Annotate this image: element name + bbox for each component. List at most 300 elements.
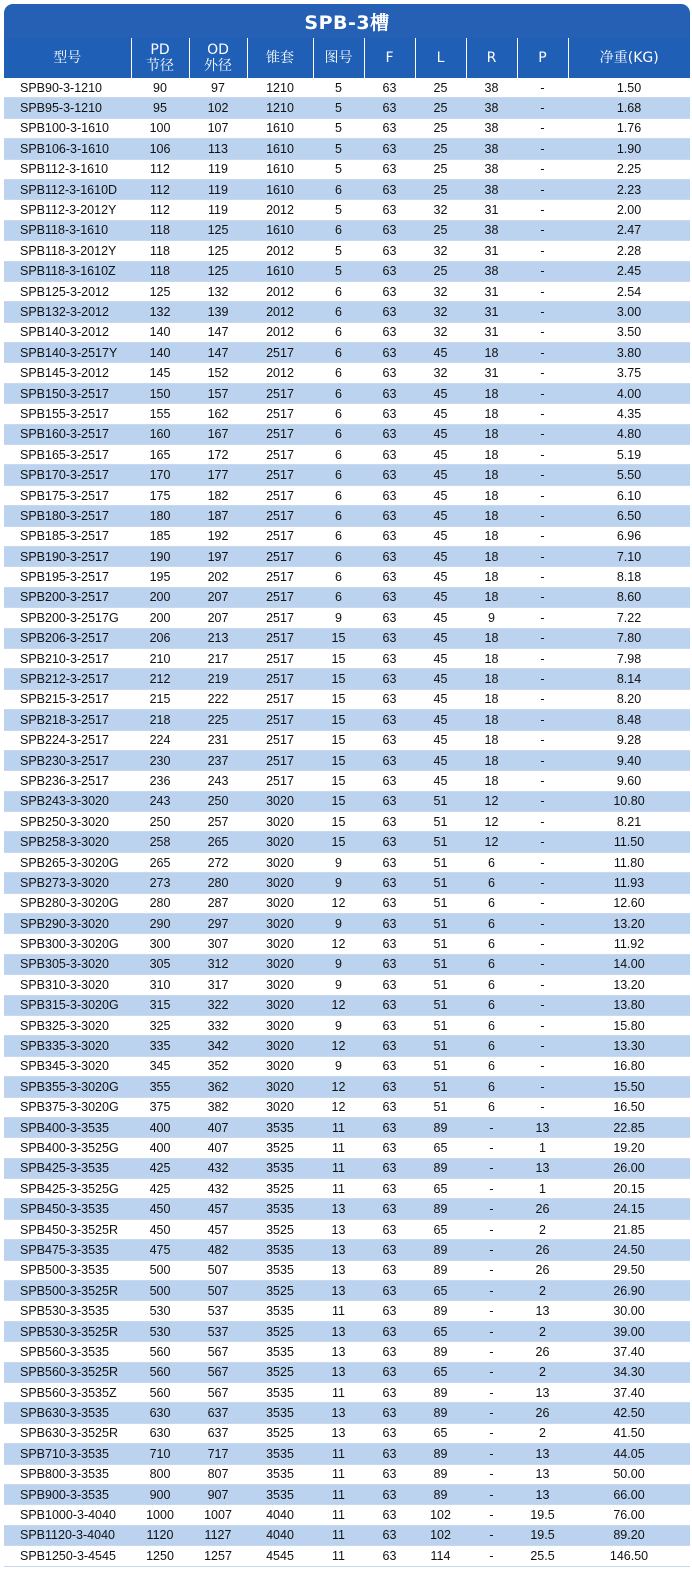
table-cell: -	[517, 302, 568, 322]
column-header-label: 图号	[324, 50, 353, 66]
table-cell: 38	[466, 78, 517, 98]
table-cell: SPB335-3-3020	[4, 1036, 131, 1056]
table-cell: 32	[415, 241, 466, 261]
table-cell: 2012	[247, 281, 313, 301]
table-cell: 65	[415, 1219, 466, 1239]
table-cell: 25	[415, 220, 466, 240]
table-cell: 63	[364, 159, 415, 179]
table-cell: 38	[466, 179, 517, 199]
table-cell: 118	[131, 220, 189, 240]
table-cell: 24.15	[568, 1199, 690, 1219]
table-cell: 207	[189, 608, 247, 628]
table-cell: 507	[189, 1260, 247, 1280]
table-cell: 51	[415, 852, 466, 872]
table-cell: 1250	[131, 1546, 189, 1566]
table-cell: SPB150-3-2517	[4, 383, 131, 403]
table-cell: 112	[131, 159, 189, 179]
table-cell: 2517	[247, 648, 313, 668]
table-cell: 9	[313, 852, 364, 872]
table-cell: SPB450-3-3525R	[4, 1219, 131, 1239]
table-cell: 11	[313, 1138, 364, 1158]
table-cell: 65	[415, 1138, 466, 1158]
table-row	[4, 200, 690, 220]
table-cell: 162	[189, 404, 247, 424]
table-cell: 12.60	[568, 893, 690, 913]
table-cell: 2.25	[568, 159, 690, 179]
table-cell: 3535	[247, 1484, 313, 1504]
column-header-label: OD	[207, 42, 229, 58]
table-cell: 51	[415, 1015, 466, 1035]
table-cell: 6	[466, 1056, 517, 1076]
table-cell: 13.20	[568, 975, 690, 995]
table-cell: 4.00	[568, 383, 690, 403]
table-cell: 1610	[247, 179, 313, 199]
table-cell: 560	[131, 1383, 189, 1403]
table-cell: 2	[517, 1423, 568, 1443]
table-cell: 12	[313, 893, 364, 913]
table-cell: 63	[364, 1403, 415, 1423]
table-cell: 102	[415, 1505, 466, 1525]
table-cell: 89	[415, 1444, 466, 1464]
table-row	[4, 220, 690, 240]
table-cell: 1127	[189, 1525, 247, 1545]
table-cell: 63	[364, 730, 415, 750]
table-cell: 6	[313, 546, 364, 566]
table-cell: 45	[415, 628, 466, 648]
table-cell: 63	[364, 1362, 415, 1382]
table-cell: 102	[189, 98, 247, 118]
table-cell: 6	[466, 1036, 517, 1056]
table-cell: 45	[415, 445, 466, 465]
table-cell: 25	[415, 139, 466, 159]
table-cell: 307	[189, 934, 247, 954]
table-cell: 45	[415, 506, 466, 526]
table-cell: 45	[415, 771, 466, 791]
column-header	[415, 38, 466, 78]
table-cell: -	[517, 546, 568, 566]
table-cell: -	[517, 322, 568, 342]
table-cell: 8.18	[568, 567, 690, 587]
table-body	[4, 78, 690, 1566]
table-cell: SPB112-3-1610	[4, 159, 131, 179]
table-cell: 65	[415, 1321, 466, 1341]
table-cell: 15	[313, 832, 364, 852]
table-cell: SPB243-3-3020	[4, 791, 131, 811]
table-cell: SPB175-3-2517	[4, 485, 131, 505]
table-cell: 63	[364, 771, 415, 791]
table-cell: 457	[189, 1199, 247, 1219]
table-cell: 100	[131, 118, 189, 138]
table-cell: 195	[131, 567, 189, 587]
table-cell: 2517	[247, 587, 313, 607]
table-cell: 45	[415, 587, 466, 607]
table-cell: SPB1000-3-4040	[4, 1505, 131, 1525]
table-cell: 2517	[247, 506, 313, 526]
table-cell: 13	[517, 1301, 568, 1321]
table-cell: 2517	[247, 710, 313, 730]
table-cell: -	[517, 179, 568, 199]
table-cell: 2517	[247, 771, 313, 791]
table-cell: 250	[189, 791, 247, 811]
table-cell: 800	[131, 1464, 189, 1484]
table-cell: SPB560-3-3535	[4, 1342, 131, 1362]
table-cell: 63	[364, 1179, 415, 1199]
table-cell: 15	[313, 771, 364, 791]
table-cell: 9	[313, 608, 364, 628]
table-cell: 65	[415, 1423, 466, 1443]
table-cell: 89	[415, 1158, 466, 1178]
table-cell: 6	[466, 1015, 517, 1035]
table-row	[4, 98, 690, 118]
table-row	[4, 485, 690, 505]
table-cell: 530	[131, 1301, 189, 1321]
table-cell: 12	[313, 995, 364, 1015]
table-cell: 1.90	[568, 139, 690, 159]
table-cell: 325	[131, 1015, 189, 1035]
table-cell: 11.93	[568, 873, 690, 893]
table-cell: 9	[466, 608, 517, 628]
table-cell: 207	[189, 587, 247, 607]
table-cell: 65	[415, 1362, 466, 1382]
table-cell: SPB280-3-3020G	[4, 893, 131, 913]
table-cell: 13.80	[568, 995, 690, 1015]
table-cell: SPB100-3-1610	[4, 118, 131, 138]
table-cell: SPB325-3-3020	[4, 1015, 131, 1035]
table-cell: SPB112-3-1610D	[4, 179, 131, 199]
table-cell: -	[517, 852, 568, 872]
table-cell: 125	[189, 241, 247, 261]
table-cell: 63	[364, 220, 415, 240]
table-cell: 425	[131, 1179, 189, 1199]
table-cell: -	[517, 241, 568, 261]
table-row	[4, 1158, 690, 1178]
table-cell: 12	[466, 832, 517, 852]
table-cell: SPB265-3-3020G	[4, 852, 131, 872]
table-cell: 3020	[247, 1015, 313, 1035]
table-row	[4, 1015, 690, 1035]
table-row	[4, 1505, 690, 1525]
column-header-label: 锥套	[266, 50, 294, 66]
table-row	[4, 954, 690, 974]
table-cell: 63	[364, 322, 415, 342]
table-row	[4, 1117, 690, 1137]
table-cell: 18	[466, 648, 517, 668]
table-cell: 567	[189, 1342, 247, 1362]
table-cell: 66.00	[568, 1484, 690, 1504]
table-cell: 2.54	[568, 281, 690, 301]
table-cell: 2	[517, 1219, 568, 1239]
table-cell: 50.00	[568, 1464, 690, 1484]
table-cell: SPB145-3-2012	[4, 363, 131, 383]
table-cell: 2.00	[568, 200, 690, 220]
table-cell: 2517	[247, 689, 313, 709]
table-row	[4, 1464, 690, 1484]
table-cell: SPB630-3-3525R	[4, 1423, 131, 1443]
table-cell: 16.80	[568, 1056, 690, 1076]
table-cell: 21.85	[568, 1219, 690, 1239]
table-row	[4, 261, 690, 281]
table-cell: 3.00	[568, 302, 690, 322]
table-cell: 355	[131, 1077, 189, 1097]
table-cell: SPB273-3-3020	[4, 873, 131, 893]
table-cell: 258	[131, 832, 189, 852]
table-cell: 197	[189, 546, 247, 566]
column-header-label: F	[385, 50, 394, 66]
table-row	[4, 1281, 690, 1301]
table-cell: 18	[466, 567, 517, 587]
table-cell: 317	[189, 975, 247, 995]
table-cell: 39.00	[568, 1321, 690, 1341]
table-cell: -	[517, 873, 568, 893]
table-row	[4, 1444, 690, 1464]
table-cell: 18	[466, 485, 517, 505]
table-cell: -	[466, 1546, 517, 1566]
table-cell: 3535	[247, 1301, 313, 1321]
table-row	[4, 975, 690, 995]
table-cell: -	[466, 1383, 517, 1403]
table-cell: -	[517, 383, 568, 403]
table-cell: SPB230-3-2517	[4, 750, 131, 770]
table-cell: 114	[415, 1546, 466, 1566]
table-row	[4, 1179, 690, 1199]
table-cell: 63	[364, 669, 415, 689]
table-cell: 250	[131, 812, 189, 832]
table-cell: 6	[313, 485, 364, 505]
table-row	[4, 445, 690, 465]
table-cell: -	[517, 506, 568, 526]
table-cell: 2517	[247, 730, 313, 750]
table-cell: 3535	[247, 1342, 313, 1362]
table-cell: 1210	[247, 78, 313, 98]
table-row	[4, 1036, 690, 1056]
table-cell: 31	[466, 200, 517, 220]
table-cell: 182	[189, 485, 247, 505]
table-cell: 45	[415, 546, 466, 566]
table-cell: 217	[189, 648, 247, 668]
table-cell: 6	[313, 424, 364, 444]
table-cell: 13	[313, 1240, 364, 1260]
table-cell: 11	[313, 1117, 364, 1137]
table-cell: 507	[189, 1281, 247, 1301]
table-cell: 537	[189, 1301, 247, 1321]
table-cell: SPB530-3-3535	[4, 1301, 131, 1321]
table-cell: 25	[415, 78, 466, 98]
table-cell: -	[517, 689, 568, 709]
table-cell: 345	[131, 1056, 189, 1076]
table-cell: 3020	[247, 914, 313, 934]
table-cell: 22.85	[568, 1117, 690, 1137]
table-cell: 125	[189, 220, 247, 240]
table-cell: 15	[313, 812, 364, 832]
table-cell: 375	[131, 1097, 189, 1117]
table-cell: 3535	[247, 1240, 313, 1260]
table-cell: 265	[131, 852, 189, 872]
table-cell: 45	[415, 424, 466, 444]
table-cell: 15	[313, 628, 364, 648]
table-cell: 20.15	[568, 1179, 690, 1199]
table-cell: SPB315-3-3020G	[4, 995, 131, 1015]
table-cell: 63	[364, 1525, 415, 1545]
table-cell: 280	[131, 893, 189, 913]
table-cell: 332	[189, 1015, 247, 1035]
table-cell: 315	[131, 995, 189, 1015]
table-cell: -	[517, 587, 568, 607]
table-cell: 18	[466, 689, 517, 709]
table-cell: 63	[364, 424, 415, 444]
table-cell: 2012	[247, 302, 313, 322]
table-cell: 3535	[247, 1403, 313, 1423]
table-cell: 89	[415, 1484, 466, 1504]
table-cell: 112	[131, 200, 189, 220]
table-cell: 4040	[247, 1505, 313, 1525]
table-cell: -	[517, 526, 568, 546]
table-cell: 6	[313, 567, 364, 587]
table-row	[4, 1362, 690, 1382]
table-cell: 51	[415, 995, 466, 1015]
table-cell: 11	[313, 1383, 364, 1403]
table-cell: 3020	[247, 1056, 313, 1076]
table-cell: 63	[364, 995, 415, 1015]
table-row	[4, 546, 690, 566]
table-cell: 212	[131, 669, 189, 689]
table-cell: 312	[189, 954, 247, 974]
table-cell: 265	[189, 832, 247, 852]
table-cell: 6	[466, 975, 517, 995]
table-cell: 9	[313, 873, 364, 893]
table-cell: 3535	[247, 1444, 313, 1464]
table-cell: 113	[189, 139, 247, 159]
table-cell: 63	[364, 1056, 415, 1076]
table-cell: 1.50	[568, 78, 690, 98]
table-cell: 147	[189, 343, 247, 363]
table-cell: 202	[189, 567, 247, 587]
table-cell: 18	[466, 710, 517, 730]
table-cell: SPB290-3-3020	[4, 914, 131, 934]
table-cell: 1610	[247, 261, 313, 281]
table-cell: 45	[415, 730, 466, 750]
table-cell: 8.21	[568, 812, 690, 832]
table-cell: -	[466, 1301, 517, 1321]
table-cell: 26	[517, 1342, 568, 1362]
table-cell: 225	[189, 710, 247, 730]
table-cell: 6.96	[568, 526, 690, 546]
table-cell: 24.50	[568, 1240, 690, 1260]
table-cell: 310	[131, 975, 189, 995]
table-cell: 18	[466, 628, 517, 648]
table-cell: 2517	[247, 343, 313, 363]
table-cell: 9.40	[568, 750, 690, 770]
table-cell: 3020	[247, 893, 313, 913]
table-cell: SPB425-3-3525G	[4, 1179, 131, 1199]
table-cell: 63	[364, 1077, 415, 1097]
table-cell: 7.98	[568, 648, 690, 668]
table-row	[4, 628, 690, 648]
table-cell: 450	[131, 1219, 189, 1239]
table-cell: 140	[131, 322, 189, 342]
table-cell: -	[466, 1240, 517, 1260]
table-cell: 3020	[247, 852, 313, 872]
table-cell: 63	[364, 506, 415, 526]
table-cell: -	[466, 1281, 517, 1301]
table-cell: -	[517, 343, 568, 363]
table-cell: 18	[466, 587, 517, 607]
table-cell: 31	[466, 363, 517, 383]
table-cell: 3020	[247, 995, 313, 1015]
table-cell: 243	[131, 791, 189, 811]
table-row	[4, 343, 690, 363]
table-row	[4, 608, 690, 628]
table-cell: SPB1250-3-4545	[4, 1546, 131, 1566]
table-cell: -	[466, 1505, 517, 1525]
table-row	[4, 363, 690, 383]
table-cell: 102	[415, 1525, 466, 1545]
column-header	[313, 38, 364, 78]
table-cell: 13	[313, 1321, 364, 1341]
table-cell: 11	[313, 1301, 364, 1321]
table-cell: 12	[313, 1077, 364, 1097]
table-cell: 567	[189, 1383, 247, 1403]
table-cell: 63	[364, 1505, 415, 1525]
table-cell: 13	[313, 1199, 364, 1219]
table-cell: 45	[415, 608, 466, 628]
table-cell: -	[517, 220, 568, 240]
table-cell: 273	[131, 873, 189, 893]
table-cell: 3020	[247, 873, 313, 893]
table-cell: 63	[364, 1383, 415, 1403]
table-cell: 25	[415, 159, 466, 179]
table-cell: 118	[131, 261, 189, 281]
table-cell: 6	[313, 302, 364, 322]
table-cell: 530	[131, 1321, 189, 1341]
table-cell: SPB160-3-2517	[4, 424, 131, 444]
table-cell: 6	[313, 506, 364, 526]
table-cell: SPB250-3-3020	[4, 812, 131, 832]
table-cell: SPB155-3-2517	[4, 404, 131, 424]
table-cell: -	[466, 1362, 517, 1382]
table-cell: 13	[313, 1219, 364, 1239]
table-cell: 150	[131, 383, 189, 403]
table-cell: 63	[364, 261, 415, 281]
table-cell: 5.50	[568, 465, 690, 485]
table-row	[4, 914, 690, 934]
table-cell: -	[466, 1219, 517, 1239]
table-cell: 6	[466, 852, 517, 872]
table-cell: -	[517, 363, 568, 383]
column-header-label: P	[538, 50, 547, 66]
table-cell: 1.68	[568, 98, 690, 118]
table-cell: -	[466, 1484, 517, 1504]
table-cell: 63	[364, 710, 415, 730]
table-cell: 1610	[247, 118, 313, 138]
column-header	[189, 38, 247, 78]
table-cell: 26.90	[568, 1281, 690, 1301]
table-cell: 112	[131, 179, 189, 199]
table-cell: 31	[466, 322, 517, 342]
table-cell: 3525	[247, 1321, 313, 1341]
table-cell: 63	[364, 608, 415, 628]
table-cell: SPB106-3-1610	[4, 139, 131, 159]
table-cell: 63	[364, 383, 415, 403]
table-cell: 63	[364, 1260, 415, 1280]
table-cell: -	[517, 261, 568, 281]
table-cell: 65	[415, 1281, 466, 1301]
table-cell: -	[466, 1138, 517, 1158]
table-cell: 51	[415, 914, 466, 934]
table-row	[4, 1219, 690, 1239]
table-cell: 51	[415, 975, 466, 995]
table-cell: 63	[364, 1219, 415, 1239]
table-cell: 3525	[247, 1219, 313, 1239]
